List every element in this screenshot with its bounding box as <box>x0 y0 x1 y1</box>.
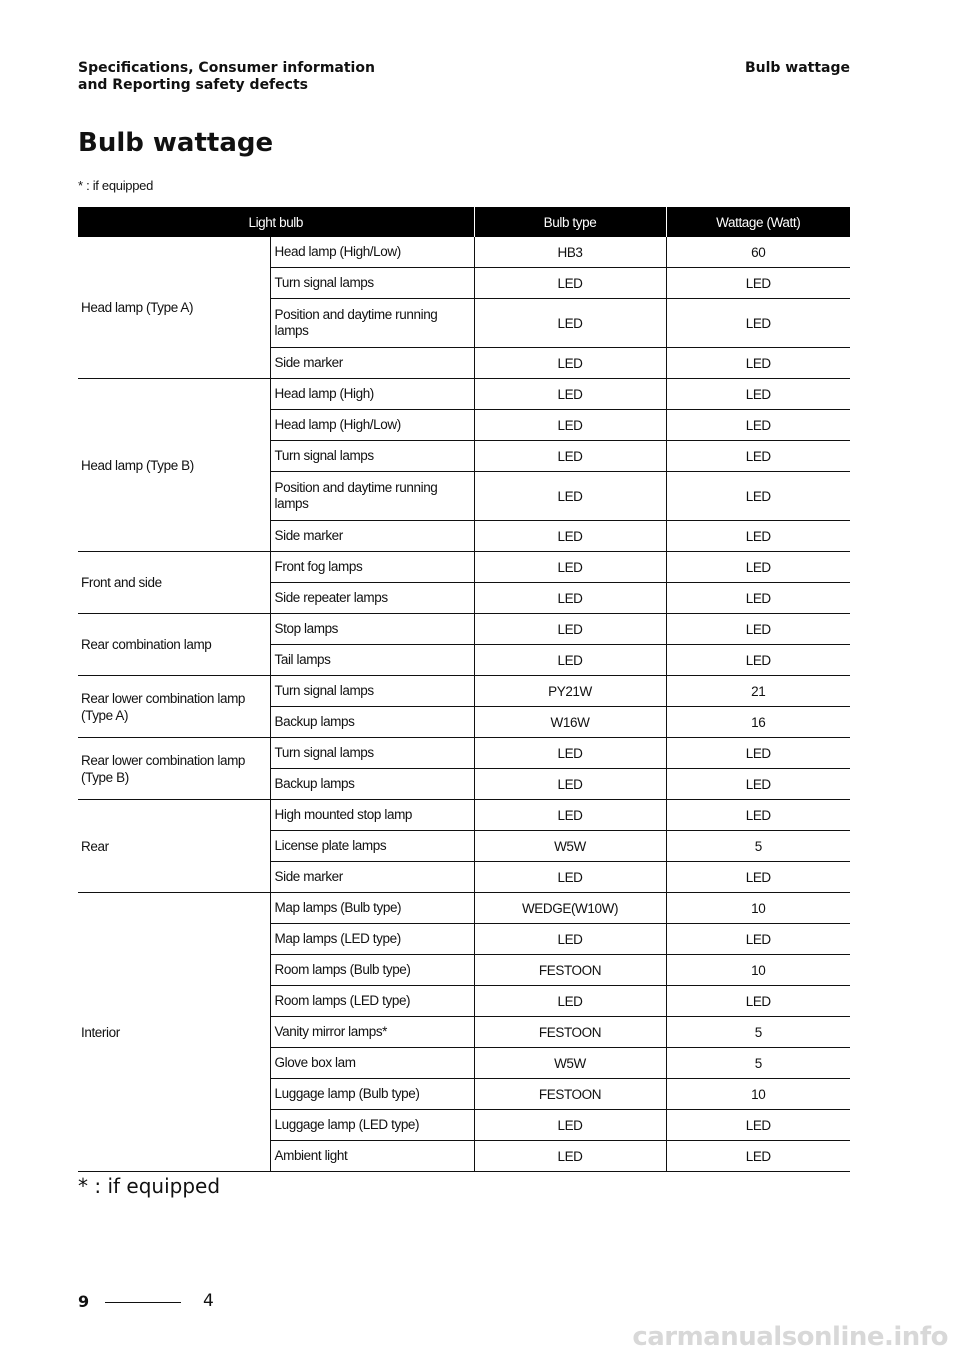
bulb-cell: Position and daytime running lamps <box>270 299 474 348</box>
bulb-type-cell: LED <box>474 268 666 299</box>
bulb-wattage-table <box>78 207 850 1172</box>
bulb-type-cell: LED <box>474 924 666 955</box>
bulb-type-cell: LED <box>474 410 666 441</box>
table-row <box>78 379 850 410</box>
bulb-type-cell: LED <box>474 769 666 800</box>
bulb-cell: Side marker <box>270 862 474 893</box>
wattage-cell: LED <box>666 862 850 893</box>
table-header-row <box>78 207 850 237</box>
bulb-cell: Room lamps (Bulb type) <box>270 955 474 986</box>
group-cell: Interior <box>78 893 270 1172</box>
bulb-cell: Tail lamps <box>270 645 474 676</box>
bulb-type-cell: LED <box>474 441 666 472</box>
wattage-cell: LED <box>666 348 850 379</box>
bulb-type-cell: LED <box>474 521 666 552</box>
bulb-type-cell: LED <box>474 472 666 521</box>
wattage-cell: LED <box>666 410 850 441</box>
bulb-cell: Side repeater lamps <box>270 583 474 614</box>
section-header-line2: and Reporting safety defects <box>78 77 308 93</box>
footer-section-number: 9 <box>78 1292 90 1311</box>
col-header-light-bulb: Light bulb <box>78 207 474 237</box>
bulb-cell: High mounted stop lamp <box>270 800 474 831</box>
bulb-type-cell: LED <box>474 800 666 831</box>
bulb-cell: Backup lamps <box>270 769 474 800</box>
wattage-cell: LED <box>666 472 850 521</box>
bulb-type-cell: W5W <box>474 1048 666 1079</box>
bulb-cell: Backup lamps <box>270 707 474 738</box>
page-title: Bulb wattage <box>78 128 274 158</box>
col-header-wattage: Wattage (Watt) <box>666 207 850 237</box>
table-row <box>78 237 850 268</box>
footer-divider <box>105 1302 181 1303</box>
group-cell: Rear combination lamp <box>78 614 270 676</box>
bulb-type-cell: LED <box>474 299 666 348</box>
bulb-type-cell: FESTOON <box>474 1017 666 1048</box>
footer-page-number: 4 <box>203 1291 214 1311</box>
bulb-type-cell: HB3 <box>474 237 666 268</box>
group-cell: Head lamp (Type B) <box>78 379 270 552</box>
wattage-cell: LED <box>666 583 850 614</box>
bulb-cell: Map lamps (LED type) <box>270 924 474 955</box>
table-body <box>78 237 850 1172</box>
wattage-cell: LED <box>666 1110 850 1141</box>
bulb-cell: Room lamps (LED type) <box>270 986 474 1017</box>
bulb-cell: Luggage lamp (LED type) <box>270 1110 474 1141</box>
wattage-cell: LED <box>666 1141 850 1172</box>
wattage-cell: 16 <box>666 707 850 738</box>
wattage-cell: LED <box>666 379 850 410</box>
bulb-cell: Luggage lamp (Bulb type) <box>270 1079 474 1110</box>
bulb-type-cell: FESTOON <box>474 1079 666 1110</box>
bulb-type-cell: FESTOON <box>474 955 666 986</box>
wattage-cell: LED <box>666 614 850 645</box>
bulb-cell: Position and daytime running lamps <box>270 472 474 521</box>
bulb-cell: Turn signal lamps <box>270 441 474 472</box>
bulb-cell: Turn signal lamps <box>270 268 474 299</box>
bulb-type-cell: LED <box>474 583 666 614</box>
bulb-cell: Side marker <box>270 521 474 552</box>
wattage-cell: 10 <box>666 893 850 924</box>
bulb-cell: Head lamp (High/Low) <box>270 237 474 268</box>
equipped-note-bottom: * : if equipped <box>78 1174 221 1198</box>
wattage-cell: 21 <box>666 676 850 707</box>
bulb-type-cell: PY21W <box>474 676 666 707</box>
wattage-cell: 5 <box>666 1017 850 1048</box>
bulb-type-cell: LED <box>474 645 666 676</box>
section-header <box>78 60 375 94</box>
bulb-type-cell: W5W <box>474 831 666 862</box>
wattage-cell: LED <box>666 986 850 1017</box>
bulb-type-cell: WEDGE(W10W) <box>474 893 666 924</box>
bulb-cell: License plate lamps <box>270 831 474 862</box>
bulb-cell: Ambient light <box>270 1141 474 1172</box>
bulb-type-cell: LED <box>474 986 666 1017</box>
wattage-cell: 10 <box>666 955 850 986</box>
bulb-type-cell: LED <box>474 552 666 583</box>
wattage-cell: LED <box>666 800 850 831</box>
bulb-cell: Vanity mirror lamps* <box>270 1017 474 1048</box>
bulb-type-cell: LED <box>474 862 666 893</box>
bulb-type-cell: LED <box>474 1141 666 1172</box>
bulb-type-cell: LED <box>474 614 666 645</box>
wattage-cell: LED <box>666 521 850 552</box>
bulb-cell: Stop lamps <box>270 614 474 645</box>
bulb-cell: Front fog lamps <box>270 552 474 583</box>
group-cell: Head lamp (Type A) <box>78 237 270 379</box>
wattage-cell: LED <box>666 738 850 769</box>
bulb-cell: Glove box lam <box>270 1048 474 1079</box>
bulb-type-cell: LED <box>474 738 666 769</box>
equipped-note-top: * : if equipped <box>78 178 154 193</box>
bulb-type-cell: LED <box>474 348 666 379</box>
table-row <box>78 800 850 831</box>
wattage-cell: 5 <box>666 1048 850 1079</box>
bulb-cell: Turn signal lamps <box>270 676 474 707</box>
table-row <box>78 552 850 583</box>
table-row <box>78 676 850 707</box>
bulb-type-cell: LED <box>474 1110 666 1141</box>
wattage-cell: LED <box>666 769 850 800</box>
group-cell: Rear <box>78 800 270 893</box>
wattage-cell: 60 <box>666 237 850 268</box>
table-row <box>78 738 850 769</box>
bulb-cell: Head lamp (High/Low) <box>270 410 474 441</box>
wattage-cell: LED <box>666 924 850 955</box>
group-cell: Rear lower combination lamp (Type A) <box>78 676 270 738</box>
section-header-line1: Specifications, Consumer information <box>78 60 375 76</box>
wattage-cell: LED <box>666 645 850 676</box>
wattage-cell: LED <box>666 299 850 348</box>
group-cell: Rear lower combination lamp (Type B) <box>78 738 270 800</box>
bulb-type-cell: W16W <box>474 707 666 738</box>
bulb-cell: Side marker <box>270 348 474 379</box>
bulb-cell: Head lamp (High) <box>270 379 474 410</box>
wattage-cell: LED <box>666 552 850 583</box>
watermark: carmanualsonline.info <box>632 1322 948 1352</box>
wattage-cell: LED <box>666 268 850 299</box>
wattage-cell: LED <box>666 441 850 472</box>
bulb-type-cell: LED <box>474 379 666 410</box>
table-row <box>78 614 850 645</box>
bulb-cell: Map lamps (Bulb type) <box>270 893 474 924</box>
group-cell: Front and side <box>78 552 270 614</box>
wattage-cell: 5 <box>666 831 850 862</box>
topic-header: Bulb wattage <box>744 60 850 76</box>
bulb-cell: Turn signal lamps <box>270 738 474 769</box>
wattage-cell: 10 <box>666 1079 850 1110</box>
table-row <box>78 893 850 924</box>
col-header-bulb-type: Bulb type <box>474 207 666 237</box>
